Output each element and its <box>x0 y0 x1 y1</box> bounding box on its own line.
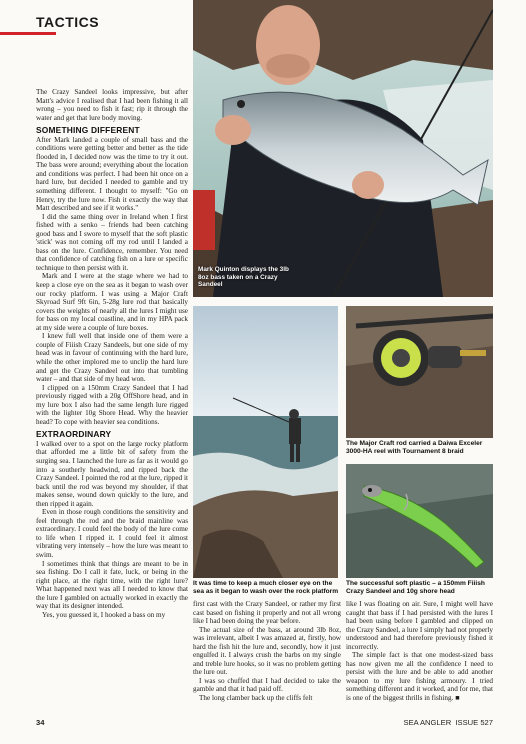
main-photo-caption: Mark Quinton displays the 3lb 8oz bass taken on a Crazy Sandeel <box>198 266 289 289</box>
body-paragraph: The long clamber back up the cliffs felt <box>199 694 313 703</box>
section-title: TACTICS <box>36 14 100 30</box>
section-accent-bar <box>0 32 56 35</box>
page-number: 34 <box>36 718 45 727</box>
body-paragraph: Even in those rough conditions the sensitivity and feel through the rod and the braid mainline was extraordinary. I could feel the body of the lure come to life when I ripped it. I could feel it almost vibrating very intensely – how the lure was meant to swim. <box>36 508 188 559</box>
lure-photo <box>346 464 493 578</box>
main-photo <box>193 0 493 297</box>
intro-paragraph: The Crazy Sandeel looks impressive, but after Matt's advice I realised that I had been fishing it all wrong – you need to fish it fast; rip it through the water and get that lure body moving. <box>36 88 188 122</box>
reel-photo-illustration <box>346 306 493 438</box>
body-paragraph: The actual size of the bass, at around 3lb 8oz, was irrelevant, albeit I was amazed at, firstly, how hard the fish hit the lure and, secondly, how it just engulfed it. I always crush the barbs on my single and treble lure hooks, so it was no problem getting the lure out. <box>193 625 341 677</box>
body-paragraph: I walked over to a spot on the large rocky platform that afforded me a little bit of safety from the surging sea. I launched the lure as far as it would go into a southerly headwind, and ripped back the Crazy Sandeel. I pointed the rod at the lure, ripped it back until the rod was beyond my shoulder, if that makes sense, wound down quickly to the lure, and then ripped it again. <box>36 439 188 508</box>
body-paragraph: I knew full well that inside one of them were a couple of Fiiish Crazy Sandeels, but one side of my head was in favour of continuing with the hard lure, while the other implored me to unclip the hard lure and get the Crazy Sandeel out into that tumbling water – and that side of my head won. <box>36 332 188 384</box>
lure-photo-caption: The successful soft plastic – a 150mm Fiiish Crazy Sandeel and 10g shore head <box>346 580 485 595</box>
body-paragraph: I did the same thing over in Ireland when I first fished with a senko – friends had been catching good bass and I swore to myself that the soft plastic 'stick' was not coming off my rod until I landed a bass on the lure. Confidence, remember. You need that confidence of catching fish on a lure or specific technique to then persist with it. <box>36 212 188 272</box>
body-paragraph: Mark and I were at the stage where we had to keep a close eye on the sea as it began to wash over our rocky platform. I was using a Major Craft Skyroad Surf 9ft 6in, 5-28g lure rod that basically covers the weights of nearly all the lures I might use for bass on my local coastline, and in my HPA pack at my side were a couple of lure boxes. <box>36 272 188 332</box>
reel-photo <box>346 306 493 438</box>
reel-photo-caption: The Major Craft rod carried a Daiwa Exceler 3000-HA reel with Tournament 8 braid <box>346 440 483 455</box>
body-paragraph: I was so chuffed that I had decided to take the gamble and that it had paid off. <box>193 676 341 694</box>
column-2 <box>193 600 341 703</box>
body-paragraph: The simple fact is that one modest-sized bass has now given me all the confidence I need to persist with the lure and be able to add another weapon to my lure fishing armoury. I tried something different and it worked, and for me, that is one of the biggest thrills in fishing. ■ <box>346 651 493 703</box>
angler-photo-caption: It was time to keep a much closer eye on the sea as it began to wash over the rock platform <box>193 580 339 595</box>
body-paragraph: Yes, you guessed it, I hooked a bass on my <box>42 610 166 619</box>
body-paragraph: I clipped on a 150mm Crazy Sandeel that I had previously rigged with a 20g OffShore head, and in my lure box I also had the same length lure rigged with the lighter 10g Shore Head. Why the heavier head? To cope with heavier sea conditions. <box>36 383 188 426</box>
body-paragraph: After Mark landed a couple of small bass and the conditions were getting better and better as the tide flooded in, I decided now was the time to try it out. The bass were around; everything about the location and conditions was perfect. I had been hit once on a hard lure, but decided I needed to gamble and try something different. I thought to myself: "Go on Henry, try the lure now. Fish it exactly the way that Matt described and see if it works." <box>36 135 188 213</box>
subheading-extraordinary: EXTRAORDINARY <box>36 429 112 440</box>
body-paragraph: first cast with the Crazy Sandeel, or rather my first cast based on fishing it properly and not all wrong like I had been doing the year before. <box>193 600 341 626</box>
column-1 <box>36 88 188 619</box>
column-3 <box>346 600 493 703</box>
body-paragraph: I sometimes think that things are meant to be in sea fishing. Do I call it fate, luck, or being in the right place, at the right time, with the right lure? What happened next was all I needed to know that the lure I gambled on actually worked in exactly the way that its designer intended. <box>36 559 188 611</box>
subheading-something-different: SOMETHING DIFFERENT <box>36 125 140 136</box>
angler-photo <box>193 306 338 578</box>
angler-photo-illustration <box>193 306 338 578</box>
main-photo-illustration <box>193 0 493 297</box>
lure-photo-illustration <box>346 464 493 578</box>
magazine-issue: SEA ANGLER ISSUE 527 <box>403 718 493 727</box>
body-paragraph: like I was floating on air. Sure, I might well have caught that bass if I had persisted with the lures I had been using before I gambled and clipped on the Crazy Sandeel, a lure I simply had not properly understood and had therefore previously fished it incorrectly. <box>346 600 493 651</box>
